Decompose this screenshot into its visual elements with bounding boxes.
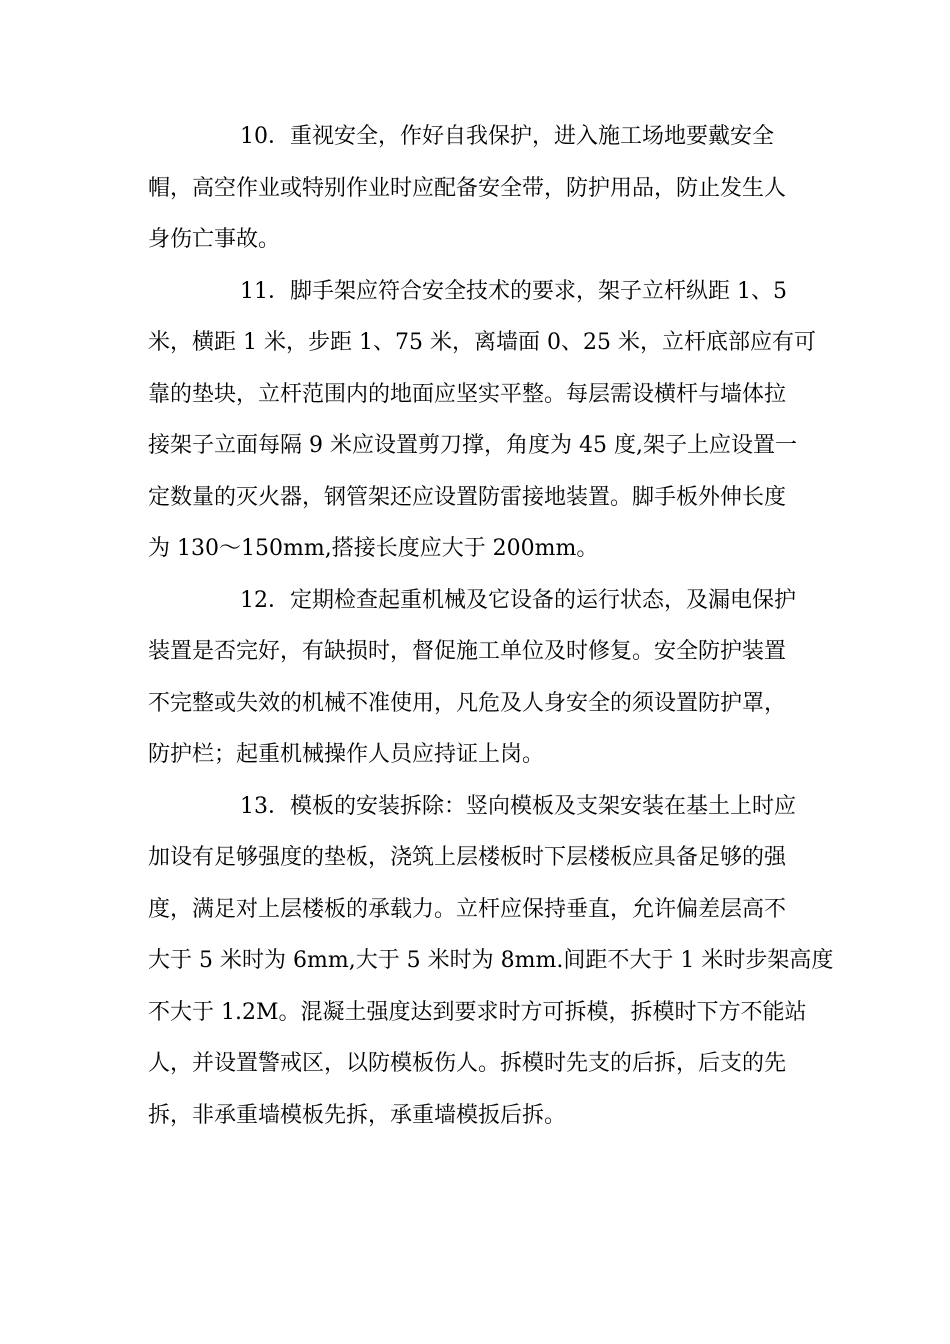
paragraph-13-line-6: 人，并设置警戒区，以防模板伤人。拆模时先支的后拆，后支的先 [148, 1051, 787, 1076]
paragraph-13-line-5: 不大于 1.2M。混凝土强度达到要求时方可拆模，拆模时下方不能站 [148, 1000, 807, 1025]
paragraph-13-line-4: 大于 5 米时为 6mm,大于 5 米时为 8mm.间距不大于 1 米时步架高度 [148, 948, 834, 973]
paragraph-10-line-2: 帽，高空作业或特别作业时应配备安全带，防护用品，防止发生人 [148, 176, 787, 201]
paragraph-12-line-1: 12．定期检查起重机械及它设备的运行状态，及漏电保护 [240, 588, 796, 613]
paragraph-13-line-7: 拆，非承重墙模板先拆，承重墙模扳后拆。 [148, 1103, 567, 1128]
paragraph-13-line-3: 度，满足对上层楼板的承载力。立杆应保持垂直，允许偏差层高不 [148, 897, 787, 922]
paragraph-10-line-1: 10．重视安全，作好自我保护，进入施工场地要戴安全 [240, 124, 774, 149]
paragraph-13-line-2: 加设有足够强度的垫板，浇筑上层楼板时下层楼板应具备足够的强 [148, 845, 787, 870]
paragraph-11-line-4: 接架子立面每隔 9 米应设置剪刀撑，角度为 45 度,架子上应设置一 [148, 433, 797, 458]
paragraph-12-line-2: 装置是否完好，有缺损时，督促施工单位及时修复。安全防护装置 [148, 639, 787, 664]
paragraph-11-line-3: 靠的垫块，立杆范围内的地面应坚实平整。每层需设横杆与墙体拉 [148, 382, 787, 407]
paragraph-11-line-1: 11．脚手架应符合安全技术的要求，架子立杆纵距 1、5 [240, 279, 787, 304]
paragraph-12-line-4: 防护栏；起重机械操作人员应持证上岗。 [148, 742, 545, 767]
paragraph-11-line-2: 米，横距 1 米，步距 1、75 米，离墙面 0、25 米，立杆底部应有可 [148, 330, 816, 355]
paragraph-11-line-5: 定数量的灭火器，钢管架还应设置防雷接地装置。脚手板外伸长度 [148, 485, 787, 510]
paragraph-12-line-3: 不完整或失效的机械不准使用，凡危及人身安全的须设置防护罩， [148, 691, 787, 716]
paragraph-13-line-1: 13．模板的安装拆除：竖向模板及支架安装在基土上时应 [240, 794, 796, 819]
paragraph-10-line-3: 身伤亡事故。 [148, 227, 281, 252]
paragraph-11-line-6: 为 130～150mm,搭接长度应大于 200mm。 [148, 536, 599, 561]
